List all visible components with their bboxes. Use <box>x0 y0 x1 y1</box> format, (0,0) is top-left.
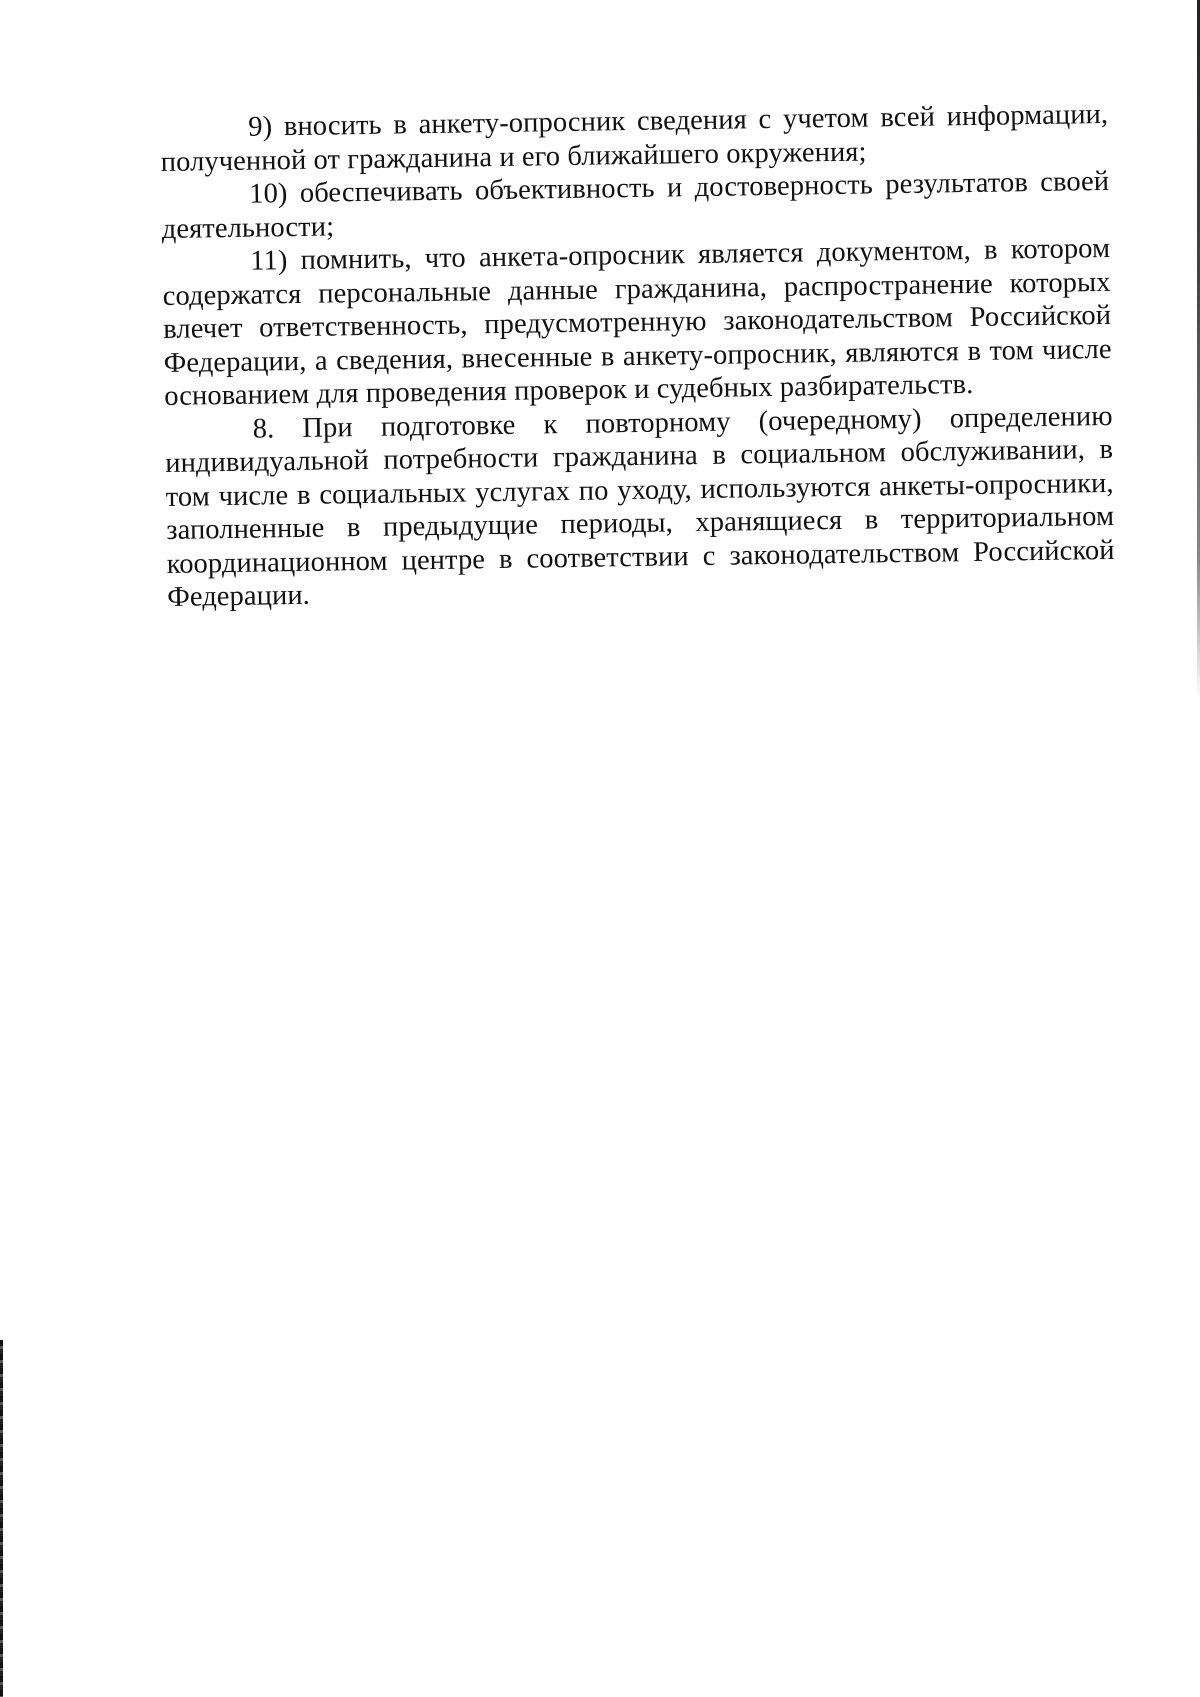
scan-edge-left <box>0 1340 3 1697</box>
paragraph-section-8: 8. При подготовке к повторному (очередному) определению индивидуальной потребности гражданина в социальном обслуживании, в том числе в социальных услугах по уходу, используются анкеты-опросники, заполненные в предыдущие периоды, хранящиеся в территориальном координационном центре в соответствии с законодательством Российской Федерации. <box>164 400 1115 613</box>
paragraph-item-11: 11) помнить, что анкета-опросник является документом, в котором содержатся персональные данные гражданина, распространение которых влечет ответственность, предусмотренную законодательством Российской Федерации, а сведения, внесенные в анкету-опросник, являются в том числе основанием для проведения проверок и судебных разбирательств. <box>162 232 1112 412</box>
paragraph-item-10: 10) обеспечивать объективность и достоверность результатов своей деятельности; <box>161 165 1110 245</box>
paragraph-item-9: 9) вносить в анкету-опросник сведения с учетом всей информации, полученной от гражданина и его ближайшего окружения; <box>160 98 1109 178</box>
document-body <box>160 98 1115 615</box>
